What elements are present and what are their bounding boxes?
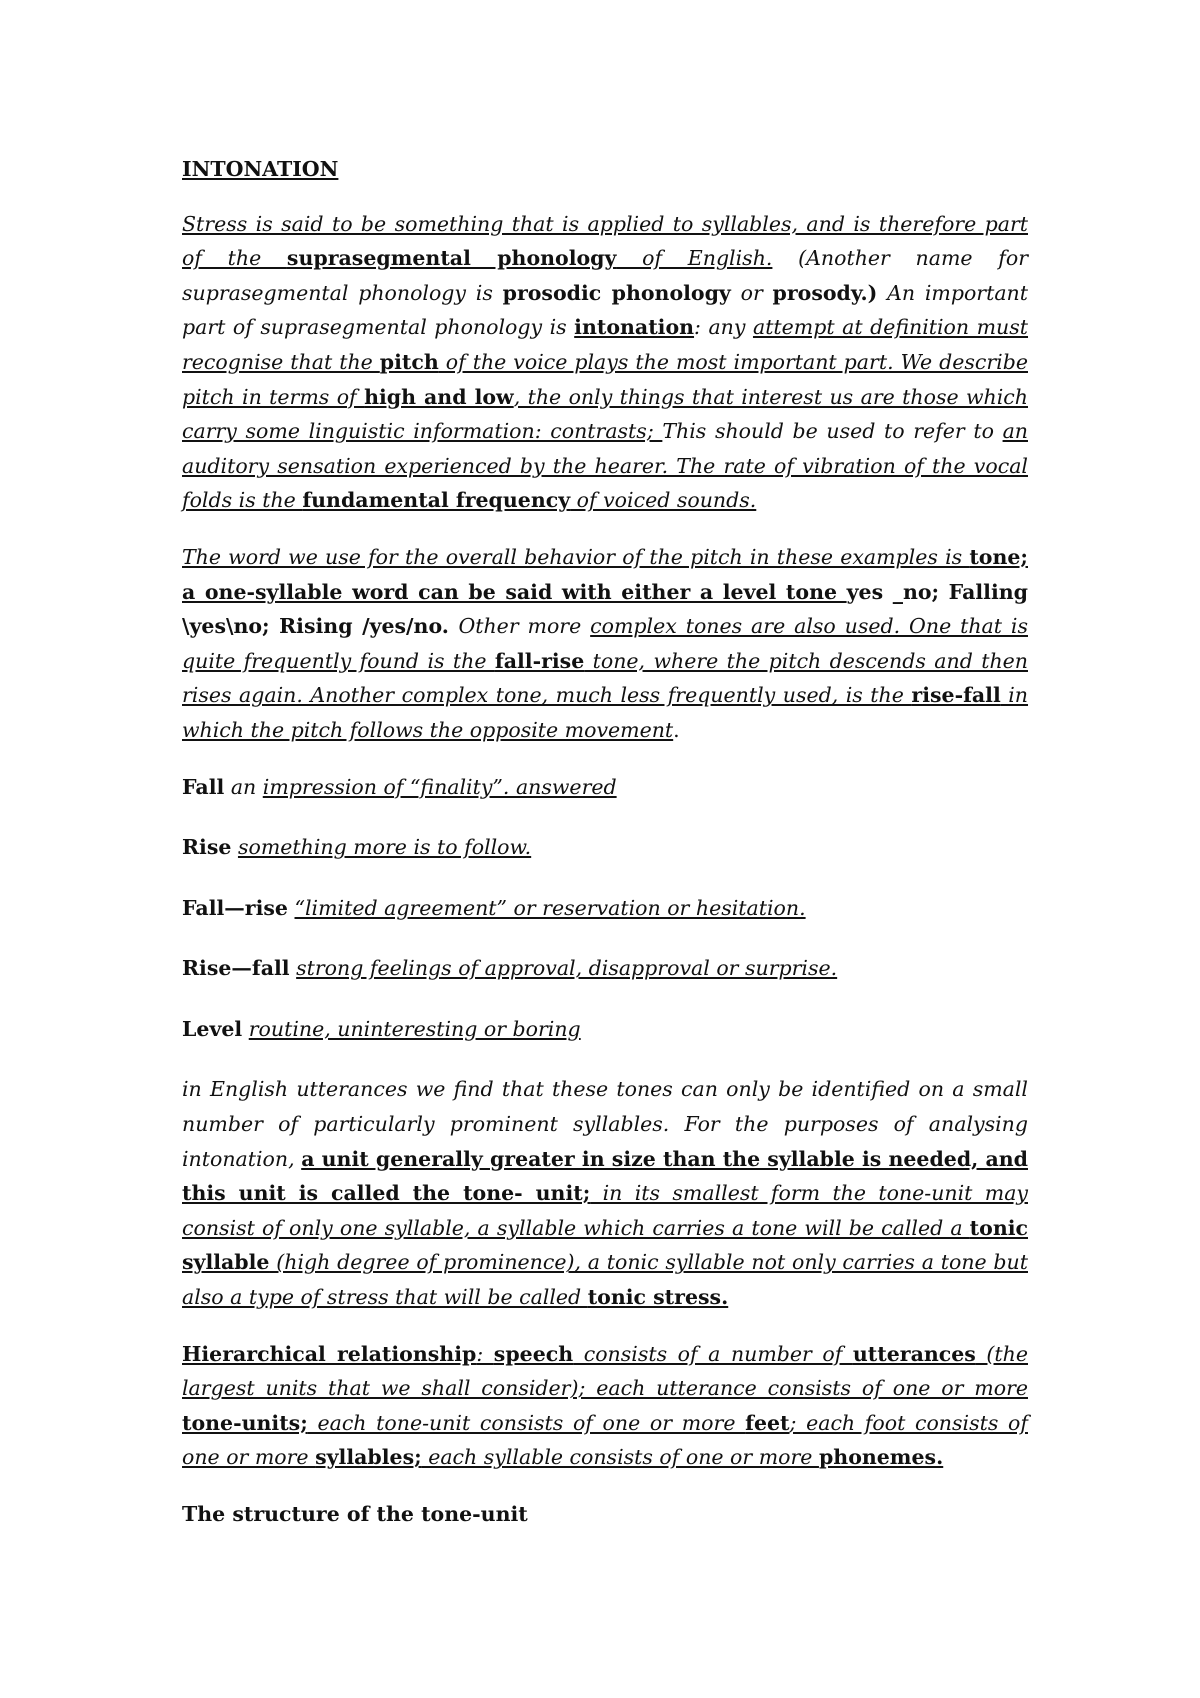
text-span: complex tones are also used. One that is quite frequently found is the (182, 614, 1028, 673)
tone-meaning: something more is to follow. (237, 835, 532, 860)
document-page (182, 152, 1028, 1532)
text-span: each tone-unit consists of one or more (307, 1410, 746, 1435)
text-span: Other more (458, 614, 591, 639)
term-intonation: intonation (574, 315, 695, 340)
term-fundamental-frequency: fundamental frequency (302, 488, 571, 513)
term-pitch: pitch (379, 349, 439, 374)
text-span: or (730, 280, 773, 305)
text-span: . (673, 717, 680, 742)
tone-name: Fall (182, 774, 225, 799)
text-span: (the largest units that we shall consider); each utterance consists of one or more (182, 1341, 1028, 1401)
paragraph-tone (182, 540, 1028, 748)
paragraph-tone-unit (182, 1072, 1028, 1314)
term-tone-units: tone-units; (182, 1410, 308, 1435)
term-prosody: prosody.) (772, 280, 878, 305)
tone-rise-fall-line (182, 951, 1028, 986)
term-rise-fall: rise-fall (911, 683, 1001, 708)
term-speech: speech (493, 1341, 574, 1366)
text-span: of English. (616, 246, 773, 271)
tone-meaning: routine, uninteresting or boring (248, 1016, 581, 1041)
tone-meaning: impression of “finality”. answered (262, 774, 617, 799)
term-utterances: utterances (852, 1341, 976, 1366)
text-span: An important part of suprasegmental phonology is (182, 280, 1028, 340)
term-hierarchical-relationship: Hierarchical relationship (182, 1341, 477, 1366)
term-syllables: syllables; (315, 1445, 422, 1470)
text-span: ; each foot consists of one or more (182, 1410, 1028, 1470)
term-fall-rise: fall-rise (494, 648, 585, 673)
tone-name: Rise—fall (182, 956, 290, 981)
term-phonemes: phonemes. (818, 1445, 944, 1470)
term-prosodic-phonology: prosodic phonology (502, 280, 731, 305)
term-tone-unit: a unit generally greater in size than the syllable is needed, and this unit is called the tone- unit; (182, 1146, 1029, 1206)
text-span: attempt at definition must recognise that the (182, 315, 1029, 374)
text-span: consists of a number of (573, 1341, 853, 1366)
text-span: of voiced sounds. (570, 488, 757, 513)
tone-name: Rise (182, 835, 232, 860)
text-span: (high degree of prominence), a tonic syllable not only carries a tone but also a type of stress that will be called (182, 1250, 1028, 1310)
text-span: each syllable consists of one or more (421, 1445, 819, 1470)
paragraph-hierarchy (182, 1337, 1028, 1475)
text-span: : any (694, 315, 753, 340)
text-span: in its smallest form the tone-unit may consist of only one syllable, a syllable which carries a tone will be called a (182, 1181, 1028, 1240)
tone-meaning: “limited agreement” or reservation or hesitation. (294, 895, 806, 920)
tone-meaning: strong feelings of approval, disapproval or surprise. (296, 956, 838, 981)
tone-name: Level (182, 1016, 243, 1041)
tone-fall-rise-line (182, 891, 1028, 926)
text-span: an auditory sensation experienced by the hearer. The rate of vibration of the vocal folds is the (182, 419, 1028, 513)
document-title: INTONATION (182, 157, 339, 181)
term-tonic-syllable: tonic syllable (182, 1215, 1028, 1275)
text-span: Stress is said to be something that is applied to syllables, and is therefore part of the (182, 211, 1028, 271)
term-high-and-low: high and low (364, 384, 514, 409)
term-suprasegmental-phonology: suprasegmental phonology (286, 246, 617, 271)
tone-examples: yes _no; Falling \yes\no; Rising /yes/no. (182, 579, 1028, 639)
text-span: an (224, 774, 263, 799)
tone-fall-line (182, 770, 1028, 805)
text-span: , the only things that interest us are those which carry some linguistic information: contrasts; (182, 384, 1028, 444)
section-heading: The structure of the tone-unit (182, 1502, 528, 1526)
paragraph-suprasegmental (182, 207, 1028, 518)
tone-level-line (182, 1012, 1028, 1047)
text-span: This should be used to refer to (662, 419, 1003, 444)
text-span: in English utterances we find that these tones can only be identified on a small number of particularly prominent syllables. For the purposes of analysing intonation, (182, 1077, 1028, 1171)
text-span: The word we use for the overall behavior of the pitch in these examples is (182, 544, 970, 569)
tone-name: Fall—rise (182, 895, 288, 920)
text-span: : (476, 1341, 494, 1366)
text-span: tone, where the pitch descends and then rises again. Another complex tone, much less frequently used, is the (182, 648, 1028, 708)
text-span: (Another name for suprasegmental phonology is (182, 246, 1028, 305)
text-span: of the voice plays the most important part. We describe pitch in terms of (182, 349, 1028, 409)
text-span: in which the pitch follows the opposite movement (182, 683, 1029, 742)
term-tone: tone; a one-syllable word can be said with either a level tone (182, 544, 1028, 604)
term-tonic-stress: tonic stress. (587, 1285, 729, 1310)
term-feet: feet (745, 1410, 790, 1435)
tone-rise-line (182, 830, 1028, 865)
